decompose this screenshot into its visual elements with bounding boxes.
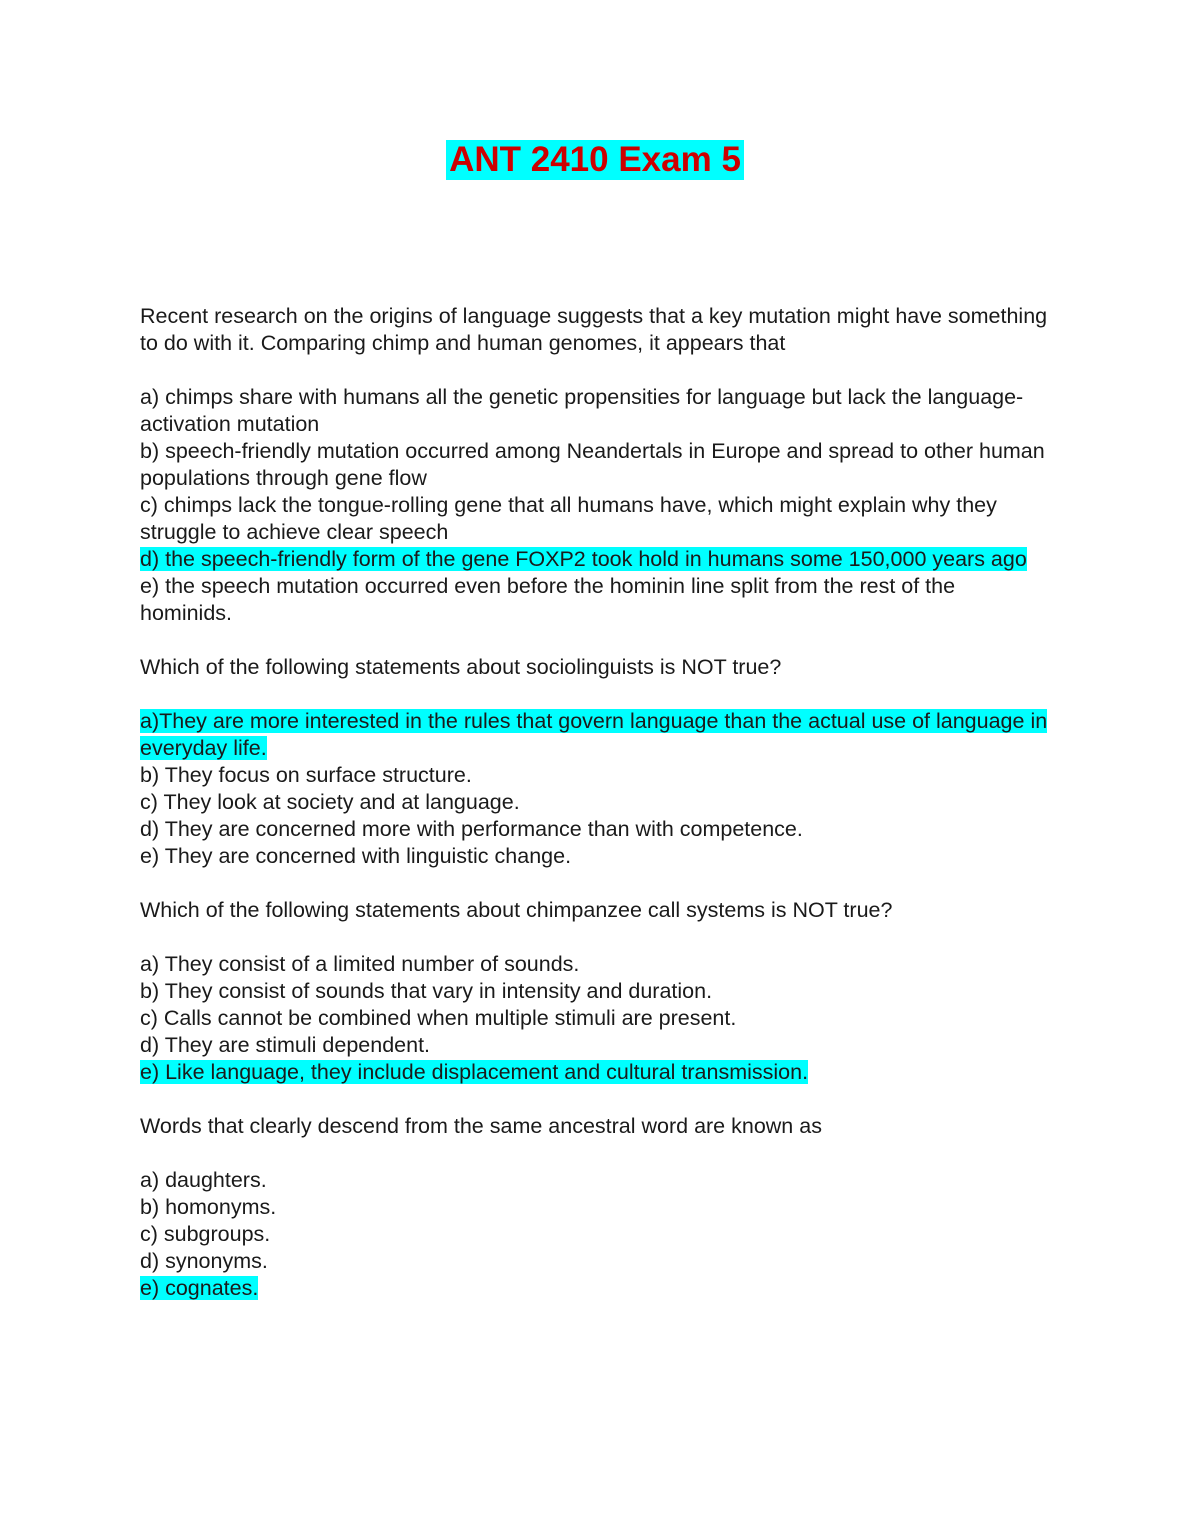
option-text: e) They are concerned with linguistic change. [140,844,572,868]
option-b [140,978,1050,1005]
question-text: Recent research on the origins of language suggests that a key mutation might have something to do with it. Comparing chimp and human genomes, it appears that [140,304,1048,355]
option-text: a) chimps share with humans all the genetic propensities for language but lack the language-activation mutation [140,385,1024,436]
page-title-text: ANT 2410 Exam 5 [446,140,744,180]
option-c [140,492,1050,546]
option-text: a) They consist of a limited number of sounds. [140,952,580,976]
option-text: c) Calls cannot be combined when multiple stimuli are present. [140,1006,737,1030]
question-list [140,303,1050,1329]
question-text: Which of the following statements about sociolinguists is NOT true? [140,655,782,679]
option-e [140,573,1050,627]
option-text: d) synonyms. [140,1249,268,1273]
option-text: d) the speech-friendly form of the gene FOXP2 took hold in humans some 150,000 years ago [140,547,1027,571]
option-b [140,762,1050,789]
option-d [140,1248,1050,1275]
option-text: b) speech-friendly mutation occurred among Neandertals in Europe and spread to other human populations through gene flow [140,439,1045,490]
option-a [140,384,1050,438]
option-d [140,1032,1050,1059]
option-text: b) They consist of sounds that vary in intensity and duration. [140,979,713,1003]
option-text: e) the speech mutation occurred even before the hominin line split from the rest of the hominids. [140,574,956,625]
option-text: c) subgroups. [140,1222,271,1246]
option-text: d) They are stimuli dependent. [140,1033,431,1057]
option-text: b) They focus on surface structure. [140,763,472,787]
question-2 [140,654,1050,870]
option-a [140,951,1050,978]
option-text: a) daughters. [140,1168,267,1192]
option-a [140,708,1050,762]
option-e [140,843,1050,870]
option-text: c) chimps lack the tongue-rolling gene that all humans have, which might explain why they struggle to achieve clear speech [140,493,997,544]
option-e [140,1059,1050,1086]
page-title [0,140,1190,180]
option-text: e) cognates. [140,1276,259,1300]
question-text: Words that clearly descend from the same ancestral word are known as [140,1114,822,1138]
question-4 [140,1113,1050,1302]
option-text: b) homonyms. [140,1195,277,1219]
option-d [140,816,1050,843]
option-text: e) Like language, they include displacement and cultural transmission. [140,1060,809,1084]
option-a [140,1167,1050,1194]
option-c [140,1221,1050,1248]
option-b [140,438,1050,492]
option-text: d) They are concerned more with performance than with competence. [140,817,803,841]
option-b [140,1194,1050,1221]
option-c [140,1005,1050,1032]
question-3 [140,897,1050,1086]
question-1 [140,303,1050,627]
option-text: c) They look at society and at language. [140,790,520,814]
option-c [140,789,1050,816]
question-text: Which of the following statements about chimpanzee call systems is NOT true? [140,898,893,922]
option-d [140,546,1050,573]
option-text: a)They are more interested in the rules that govern language than the actual use of language in everyday life. [140,709,1048,760]
option-e [140,1275,1050,1302]
